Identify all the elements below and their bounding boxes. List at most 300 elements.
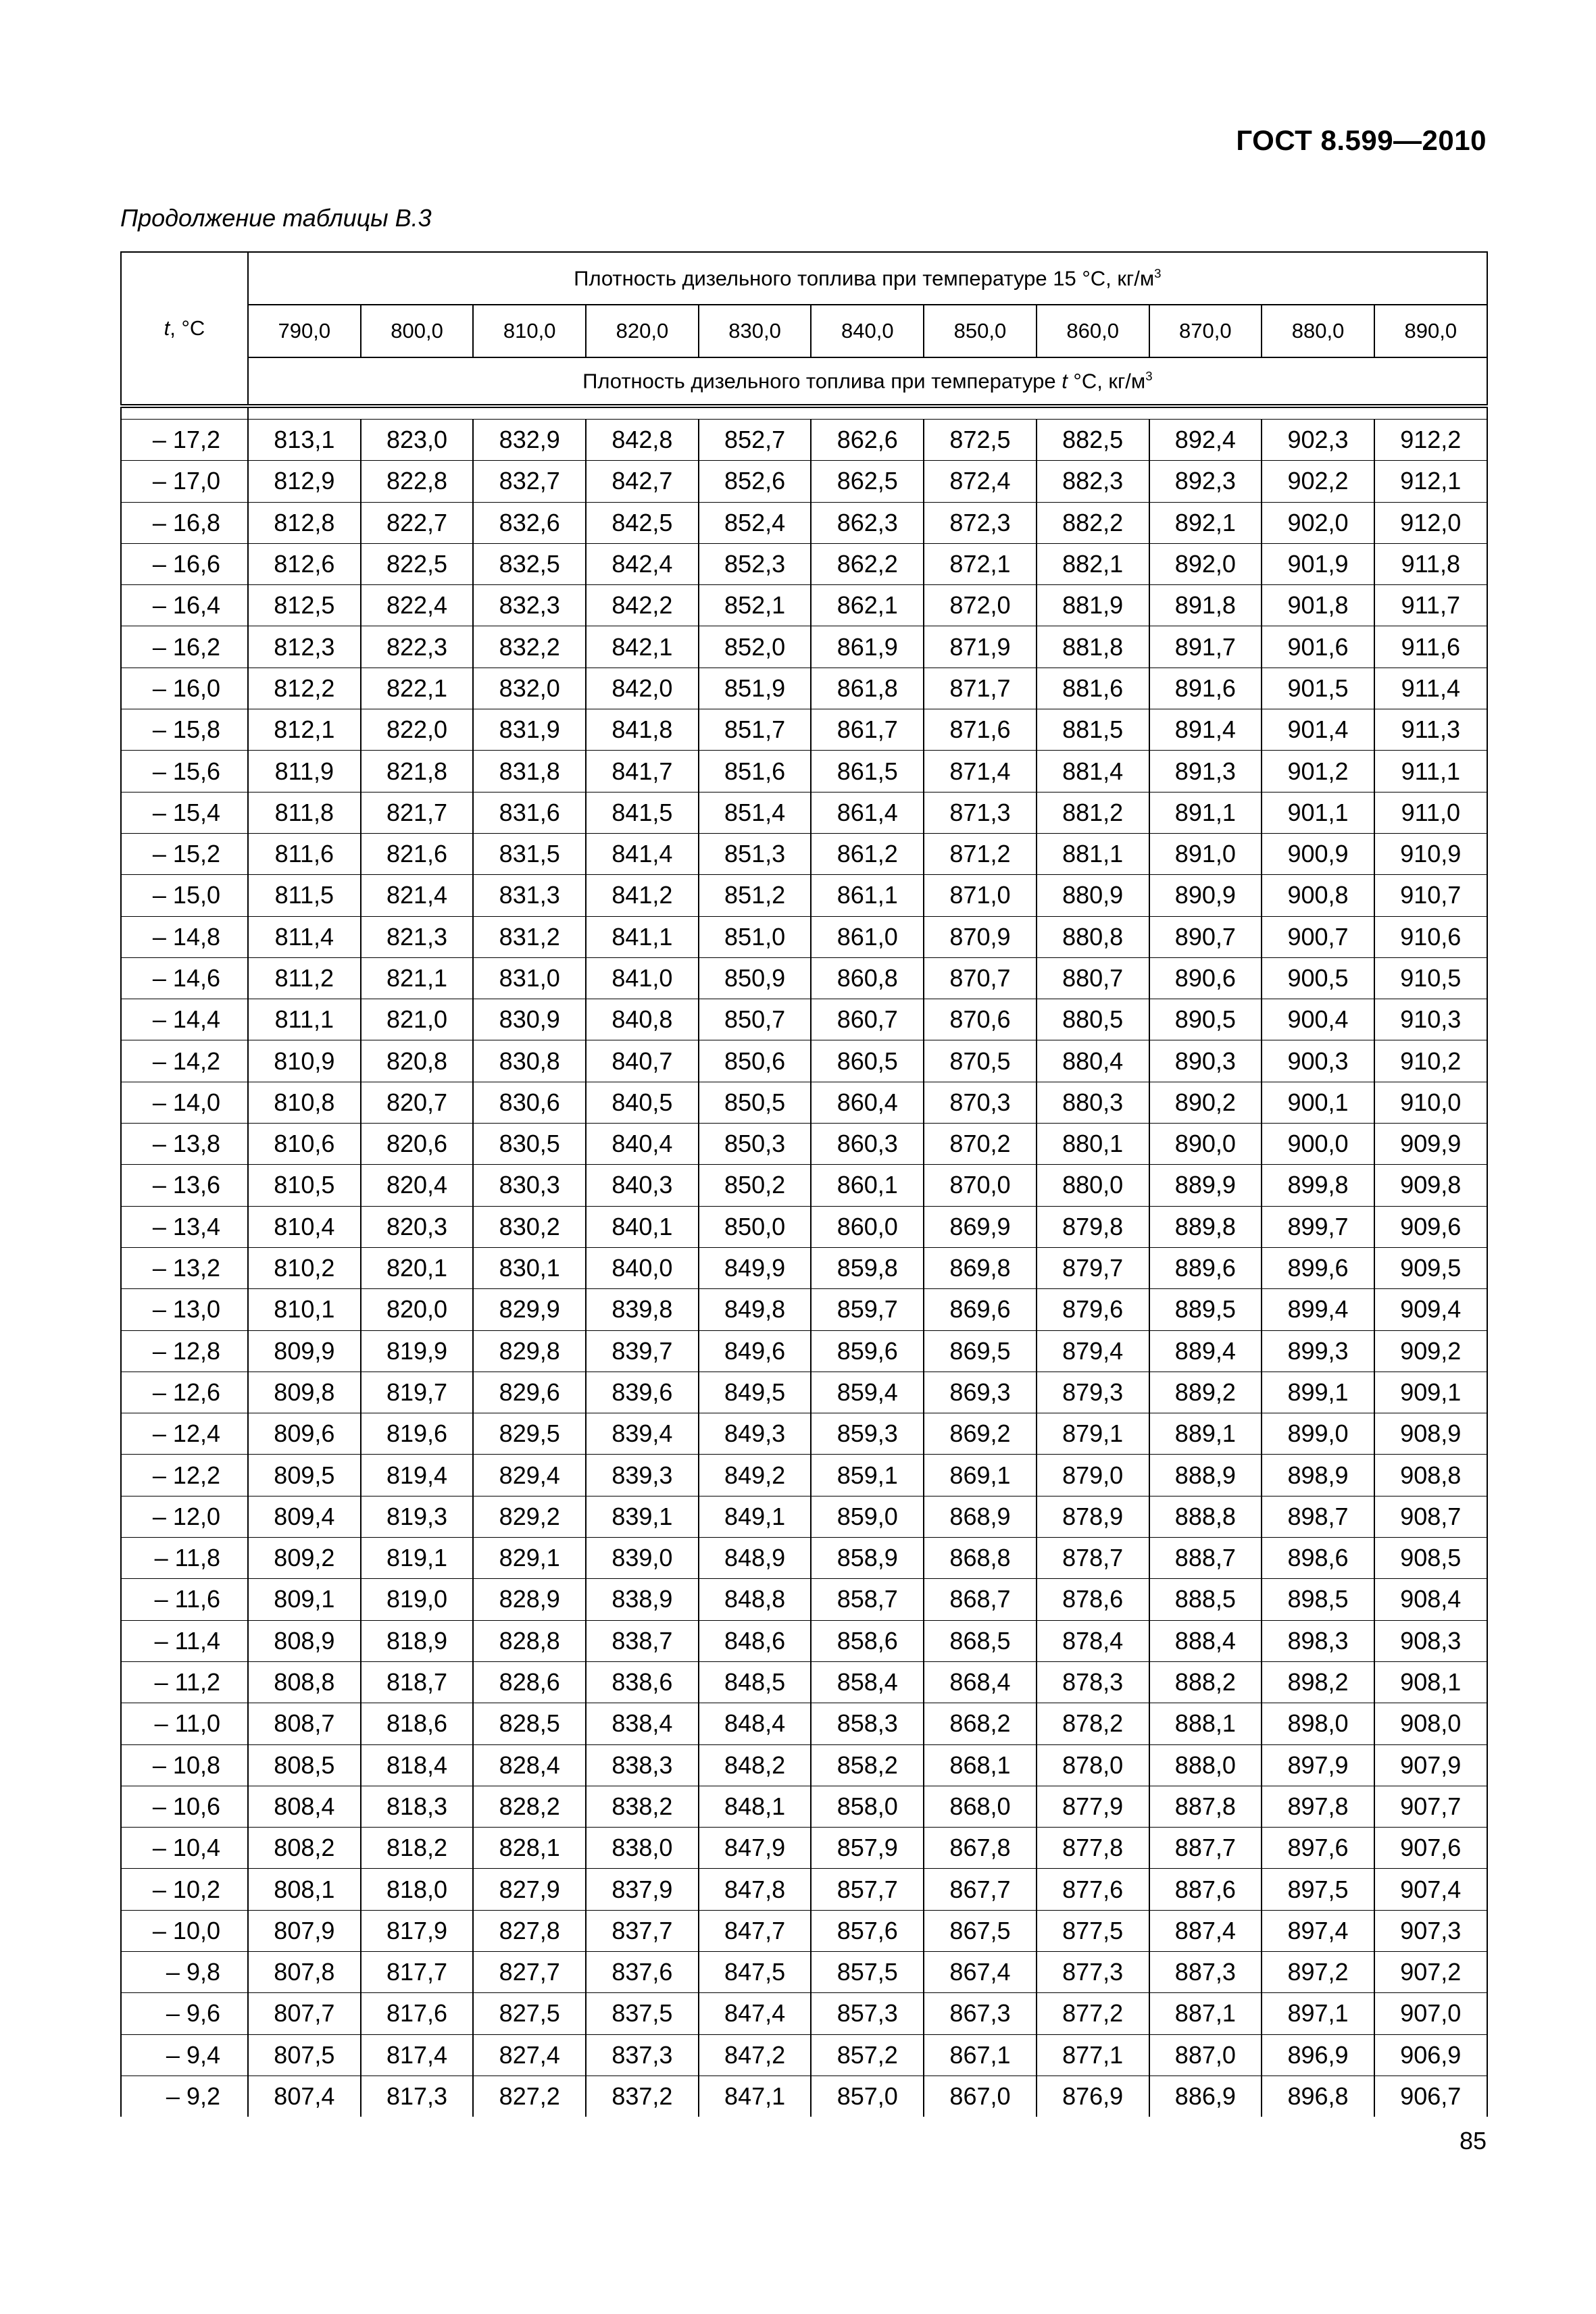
density-cell: 862,5 [811,461,924,502]
density-cell: 890,6 [1149,957,1262,999]
density-cell: 896,8 [1262,2076,1374,2117]
density-cell: 890,3 [1149,1040,1262,1082]
density-cell: 861,0 [811,916,924,957]
density-cell: 822,5 [361,543,474,584]
density-cell: 869,8 [924,1247,1037,1288]
density-cell: 890,9 [1149,875,1262,916]
density-cell: 812,1 [248,709,361,751]
density-cell: 842,8 [586,420,699,461]
density-cell: 891,1 [1149,792,1262,833]
density-cell: 811,4 [248,916,361,957]
density-cell: 847,4 [699,1993,812,2034]
density-cell: 869,6 [924,1289,1037,1330]
temperature-cell: – 11,6 [121,1579,248,1620]
density-cell: 911,7 [1374,585,1487,626]
density-cell: 909,5 [1374,1247,1487,1288]
density-cell: 809,6 [248,1413,361,1455]
temperature-cell: – 12,2 [121,1455,248,1496]
density-cell: 892,4 [1149,420,1262,461]
density-cell: 871,7 [924,668,1037,709]
table-body [121,420,1487,2117]
density-cell: 818,6 [361,1703,474,1744]
table-row [121,999,1487,1040]
density-cell: 828,6 [473,1661,586,1703]
density-cell: 842,0 [586,668,699,709]
temperature-cell: – 10,4 [121,1828,248,1869]
density-cell: 889,5 [1149,1289,1262,1330]
temperature-cell: – 16,6 [121,543,248,584]
density-column-header: 870,0 [1149,305,1262,357]
density-cell: 871,3 [924,792,1037,833]
density-cell: 880,4 [1037,1040,1149,1082]
density-cell: 818,9 [361,1620,474,1661]
density-cell: 900,9 [1262,833,1374,874]
density-cell: 849,9 [699,1247,812,1288]
density-cell: 849,3 [699,1413,812,1455]
density-cell: 808,8 [248,1661,361,1703]
density-cell: 867,4 [924,1951,1037,1992]
density-cell: 811,1 [248,999,361,1040]
table-row [121,1455,1487,1496]
density-cell: 901,2 [1262,751,1374,792]
density-cell: 899,7 [1262,1206,1374,1247]
density-cell: 888,9 [1149,1455,1262,1496]
density-cell: 901,1 [1262,792,1374,833]
density-cell: 862,2 [811,543,924,584]
density-cell: 898,6 [1262,1538,1374,1579]
table-row [121,1206,1487,1247]
density-cell: 809,2 [248,1538,361,1579]
density-cell: 849,5 [699,1372,812,1413]
density-cell: 831,6 [473,792,586,833]
density-cell: 811,5 [248,875,361,916]
table-row [121,751,1487,792]
density-cell: 857,6 [811,1910,924,1951]
density-cell: 889,2 [1149,1372,1262,1413]
temperature-cell: – 10,8 [121,1744,248,1786]
density-cell: 857,7 [811,1869,924,1910]
density-cell: 888,4 [1149,1620,1262,1661]
density-cell: 908,3 [1374,1620,1487,1661]
table-row [121,709,1487,751]
table-row [121,420,1487,461]
density-cell: 891,6 [1149,668,1262,709]
density-cell: 877,9 [1037,1786,1149,1827]
density-cell: 887,8 [1149,1786,1262,1827]
density-cell: 849,6 [699,1330,812,1372]
density-cell: 891,0 [1149,833,1262,874]
density-cell: 852,0 [699,626,812,668]
density-cell: 899,1 [1262,1372,1374,1413]
density-cell: 821,8 [361,751,474,792]
density-cell: 869,2 [924,1413,1037,1455]
density-cell: 890,5 [1149,999,1262,1040]
density-cell: 901,4 [1262,709,1374,751]
density-cell: 872,3 [924,502,1037,543]
density-cell: 861,1 [811,875,924,916]
density-cell: 857,0 [811,2076,924,2117]
density-cell: 888,5 [1149,1579,1262,1620]
density-cell: 829,6 [473,1372,586,1413]
density-cell: 897,9 [1262,1744,1374,1786]
table-row [121,585,1487,626]
temperature-cell: – 13,8 [121,1124,248,1165]
density-cell: 860,5 [811,1040,924,1082]
density-cell: 877,8 [1037,1828,1149,1869]
density-cell: 832,3 [473,585,586,626]
density-cell: 887,7 [1149,1828,1262,1869]
density-table [120,251,1488,2117]
density-cell: 871,2 [924,833,1037,874]
density-cell: 898,9 [1262,1455,1374,1496]
density-cell: 847,1 [699,2076,812,2117]
density-cell: 872,1 [924,543,1037,584]
density-cell: 812,2 [248,668,361,709]
density-cell: 851,4 [699,792,812,833]
density-cell: 819,6 [361,1413,474,1455]
density-cell: 838,4 [586,1703,699,1744]
density-cell: 820,3 [361,1206,474,1247]
density-cell: 829,4 [473,1455,586,1496]
density-cell: 878,4 [1037,1620,1149,1661]
density-cell: 811,9 [248,751,361,792]
density-cell: 879,6 [1037,1289,1149,1330]
density-cell: 909,4 [1374,1289,1487,1330]
density-cell: 820,0 [361,1289,474,1330]
density-cell: 859,8 [811,1247,924,1288]
temperature-cell: – 15,4 [121,792,248,833]
temperature-cell: – 13,2 [121,1247,248,1288]
density-cell: 911,0 [1374,792,1487,833]
density-cell: 852,1 [699,585,812,626]
top-header: Плотность дизельного топлива при температуре 15 °C, $кг/м^3$ [248,252,1487,305]
density-cell: 817,3 [361,2076,474,2117]
density-cell: 860,3 [811,1124,924,1165]
density-cell: 838,3 [586,1744,699,1786]
temperature-cell: – 9,8 [121,1951,248,1992]
density-cell: 868,0 [924,1786,1037,1827]
density-cell: 830,6 [473,1082,586,1123]
density-cell: 870,2 [924,1124,1037,1165]
density-cell: 810,9 [248,1040,361,1082]
density-cell: 817,9 [361,1910,474,1951]
density-cell: 867,1 [924,2034,1037,2076]
density-column-header: 840,0 [811,305,924,357]
temperature-cell: – 10,2 [121,1869,248,1910]
density-cell: 911,1 [1374,751,1487,792]
table-row [121,1165,1487,1206]
density-cell: 851,2 [699,875,812,916]
density-cell: 841,1 [586,916,699,957]
table-row [121,833,1487,874]
density-cell: 899,6 [1262,1247,1374,1288]
density-cell: 889,4 [1149,1330,1262,1372]
density-cell: 891,7 [1149,626,1262,668]
density-cell: 848,1 [699,1786,812,1827]
density-cell: 900,3 [1262,1040,1374,1082]
density-cell: 880,5 [1037,999,1149,1040]
density-cell: 868,8 [924,1538,1037,1579]
temperature-cell: – 11,4 [121,1620,248,1661]
density-cell: 820,6 [361,1124,474,1165]
density-cell: 899,4 [1262,1289,1374,1330]
density-cell: 817,4 [361,2034,474,2076]
density-cell: 847,9 [699,1828,812,1869]
density-cell: 910,2 [1374,1040,1487,1082]
density-cell: 872,4 [924,461,1037,502]
density-cell: 840,3 [586,1165,699,1206]
density-cell: 819,7 [361,1372,474,1413]
density-cell: 850,0 [699,1206,812,1247]
density-cell: 807,5 [248,2034,361,2076]
density-cell: 901,5 [1262,668,1374,709]
density-cell: 859,3 [811,1413,924,1455]
density-cell: 821,1 [361,957,474,999]
density-cell: 831,5 [473,833,586,874]
density-cell: 879,1 [1037,1413,1149,1455]
density-cell: 839,8 [586,1289,699,1330]
density-cell: 819,1 [361,1538,474,1579]
table-row [121,543,1487,584]
density-cell: 908,8 [1374,1455,1487,1496]
density-cell: 868,2 [924,1703,1037,1744]
density-cell: 878,6 [1037,1579,1149,1620]
density-cell: 830,9 [473,999,586,1040]
density-cell: 821,0 [361,999,474,1040]
density-cell: 832,2 [473,626,586,668]
density-cell: 898,5 [1262,1579,1374,1620]
density-cell: 850,2 [699,1165,812,1206]
density-cell: 910,9 [1374,833,1487,874]
density-cell: 842,5 [586,502,699,543]
density-cell: 867,7 [924,1869,1037,1910]
density-cell: 870,3 [924,1082,1037,1123]
density-cell: 812,5 [248,585,361,626]
density-cell: 889,1 [1149,1413,1262,1455]
density-cell: 828,1 [473,1828,586,1869]
density-cell: 872,0 [924,585,1037,626]
temperature-cell: – 16,8 [121,502,248,543]
density-cell: 860,1 [811,1165,924,1206]
density-cell: 829,5 [473,1413,586,1455]
table-row [121,2034,1487,2076]
density-cell: 827,4 [473,2034,586,2076]
density-cell: 838,2 [586,1786,699,1827]
density-cell: 838,9 [586,1579,699,1620]
density-cell: 812,3 [248,626,361,668]
density-cell: 812,8 [248,502,361,543]
density-cell: 862,1 [811,585,924,626]
density-cell: 897,8 [1262,1786,1374,1827]
density-cell: 862,6 [811,420,924,461]
density-cell: 888,7 [1149,1538,1262,1579]
density-cell: 840,1 [586,1206,699,1247]
density-cell: 832,5 [473,543,586,584]
density-cell: 867,8 [924,1828,1037,1869]
density-column-header: 880,0 [1262,305,1374,357]
density-cell: 847,8 [699,1869,812,1910]
density-cell: 839,7 [586,1330,699,1372]
density-cell: 809,9 [248,1330,361,1372]
density-cell: 839,6 [586,1372,699,1413]
table-row [121,1703,1487,1744]
density-cell: 868,1 [924,1744,1037,1786]
density-cell: 859,0 [811,1496,924,1537]
density-cell: 829,9 [473,1289,586,1330]
density-cell: 821,4 [361,875,474,916]
density-cell: 841,7 [586,751,699,792]
density-cell: 810,5 [248,1165,361,1206]
table-row [121,1247,1487,1288]
density-cell: 818,3 [361,1786,474,1827]
density-cell: 841,2 [586,875,699,916]
table-caption: Продолжение таблицы В.3 [120,204,432,232]
table-row [121,668,1487,709]
density-cell: 881,6 [1037,668,1149,709]
density-cell: 868,7 [924,1579,1037,1620]
density-cell: 911,4 [1374,668,1487,709]
density-cell: 908,7 [1374,1496,1487,1537]
density-cell: 908,0 [1374,1703,1487,1744]
density-cell: 910,7 [1374,875,1487,916]
density-cell: 840,4 [586,1124,699,1165]
density-column-header: 830,0 [699,305,812,357]
density-cell: 871,0 [924,875,1037,916]
density-cell: 817,7 [361,1951,474,1992]
density-cell: 858,0 [811,1786,924,1827]
density-cell: 878,3 [1037,1661,1149,1703]
density-cell: 839,3 [586,1455,699,1496]
density-cell: 906,7 [1374,2076,1487,2117]
density-cell: 819,0 [361,1579,474,1620]
density-cell: 878,0 [1037,1744,1149,1786]
density-cell: 808,2 [248,1828,361,1869]
temperature-cell: – 12,8 [121,1330,248,1372]
density-cell: 859,1 [811,1455,924,1496]
density-cell: 807,8 [248,1951,361,1992]
density-cell: 851,3 [699,833,812,874]
density-cell: 870,5 [924,1040,1037,1082]
density-cell: 869,1 [924,1455,1037,1496]
density-cell: 898,7 [1262,1496,1374,1537]
density-cell: 858,2 [811,1744,924,1786]
density-cell: 809,5 [248,1455,361,1496]
density-cell: 839,4 [586,1413,699,1455]
density-column-header: 820,0 [586,305,699,357]
density-cell: 888,0 [1149,1744,1262,1786]
density-cell: 877,3 [1037,1951,1149,1992]
density-cell: 900,1 [1262,1082,1374,1123]
density-cell: 852,4 [699,502,812,543]
density-cell: 821,7 [361,792,474,833]
density-cell: 911,8 [1374,543,1487,584]
density-cell: 811,6 [248,833,361,874]
density-cell: 909,8 [1374,1165,1487,1206]
density-cell: 840,5 [586,1082,699,1123]
density-cell: 881,8 [1037,626,1149,668]
density-cell: 861,9 [811,626,924,668]
density-column-header: 850,0 [924,305,1037,357]
density-cell: 847,7 [699,1910,812,1951]
density-cell: 870,0 [924,1165,1037,1206]
density-cell: 849,1 [699,1496,812,1537]
temperature-cell: – 12,0 [121,1496,248,1537]
density-cell: 879,8 [1037,1206,1149,1247]
density-cell: 889,8 [1149,1206,1262,1247]
density-cell: 848,5 [699,1661,812,1703]
density-cell: 831,3 [473,875,586,916]
density-cell: 907,3 [1374,1910,1487,1951]
temperature-cell: – 11,0 [121,1703,248,1744]
density-cell: 828,2 [473,1786,586,1827]
density-cell: 900,8 [1262,875,1374,916]
density-cell: 878,2 [1037,1703,1149,1744]
density-cell: 902,2 [1262,461,1374,502]
density-cell: 896,9 [1262,2034,1374,2076]
density-cell: 900,4 [1262,999,1374,1040]
density-cell: 828,8 [473,1620,586,1661]
density-cell: 848,2 [699,1744,812,1786]
density-cell: 858,9 [811,1538,924,1579]
temperature-cell: – 15,2 [121,833,248,874]
density-cell: 882,1 [1037,543,1149,584]
table-row [121,1330,1487,1372]
density-cell: 880,8 [1037,916,1149,957]
density-cell: 860,0 [811,1206,924,1247]
density-cell: 907,0 [1374,1993,1487,2034]
density-cell: 808,9 [248,1620,361,1661]
density-cell: 870,9 [924,916,1037,957]
density-cell: 861,4 [811,792,924,833]
density-cell: 830,2 [473,1206,586,1247]
density-cell: 909,9 [1374,1124,1487,1165]
density-cell: 899,8 [1262,1165,1374,1206]
density-cell: 901,6 [1262,626,1374,668]
density-cell: 861,2 [811,833,924,874]
density-cell: 810,6 [248,1124,361,1165]
density-cell: 839,0 [586,1538,699,1579]
density-cell: 860,4 [811,1082,924,1123]
density-cell: 869,5 [924,1330,1037,1372]
density-cell: 910,3 [1374,999,1487,1040]
density-cell: 831,0 [473,957,586,999]
density-cell: 838,6 [586,1661,699,1703]
density-cell: 879,3 [1037,1372,1149,1413]
density-cell: 887,0 [1149,2034,1262,2076]
density-column-header: 810,0 [473,305,586,357]
standard-number: ГОСТ 8.599—2010 [1236,124,1487,156]
density-cell: 908,9 [1374,1413,1487,1455]
density-cell: 877,5 [1037,1910,1149,1951]
density-cell: 880,3 [1037,1082,1149,1123]
density-cell: 861,7 [811,709,924,751]
density-cell: 819,4 [361,1455,474,1496]
density-cell: 828,9 [473,1579,586,1620]
density-cell: 891,8 [1149,585,1262,626]
density-cell: 880,7 [1037,957,1149,999]
density-cell: 870,6 [924,999,1037,1040]
temperature-cell: – 14,6 [121,957,248,999]
density-cell: 868,9 [924,1496,1037,1537]
temperature-cell: – 17,0 [121,461,248,502]
density-cell: 829,1 [473,1538,586,1579]
density-cell: 841,8 [586,709,699,751]
table-row [121,1124,1487,1165]
table-row [121,626,1487,668]
density-cell: 888,8 [1149,1496,1262,1537]
density-cell: 892,1 [1149,502,1262,543]
density-cell: 857,2 [811,2034,924,2076]
